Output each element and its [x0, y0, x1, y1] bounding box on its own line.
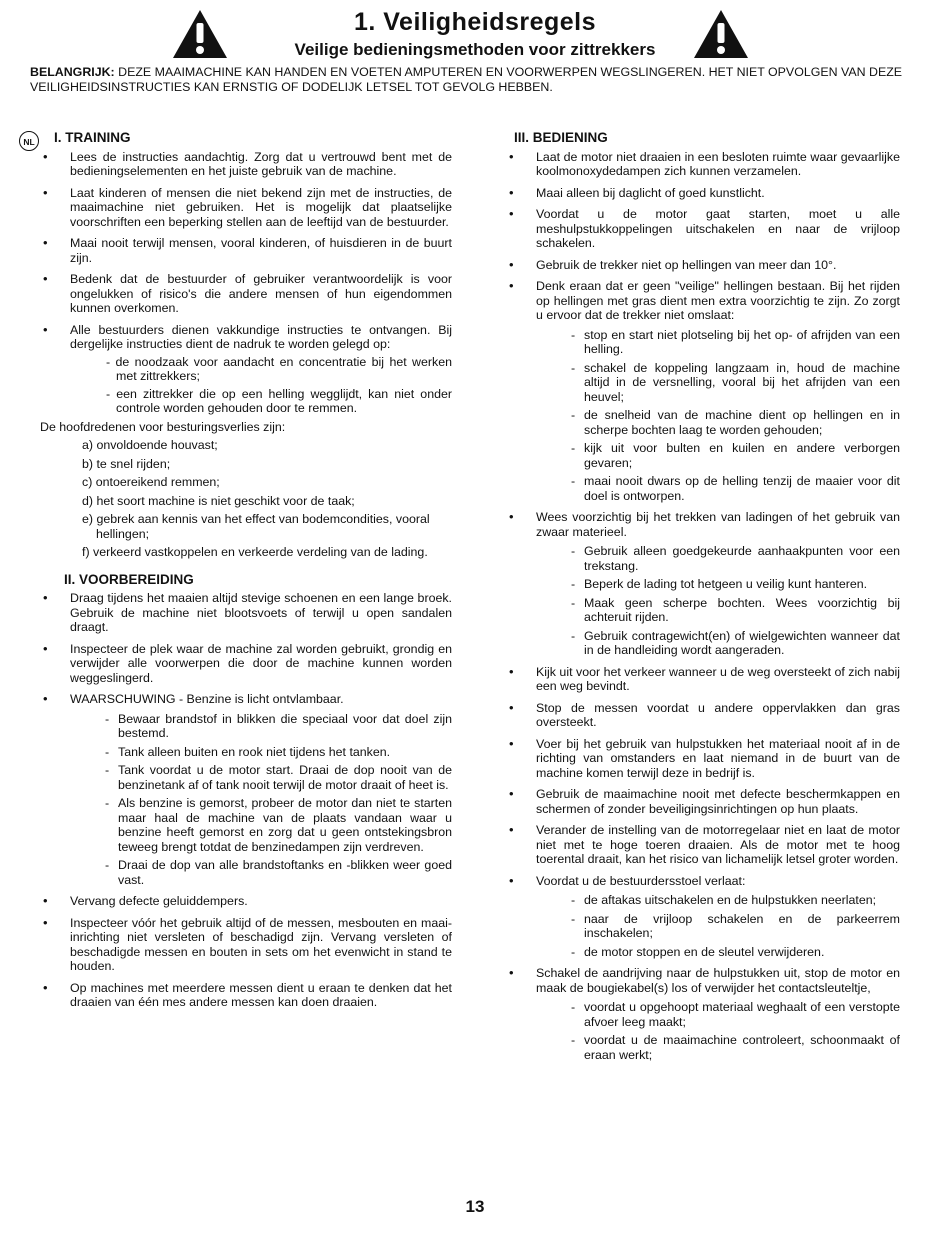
sub-item: - een zittrekker die op een helling wegglijdt, kan niet onder controle worden gehouden door te remmen. — [106, 386, 452, 415]
list-item — [40, 692, 452, 887]
list-item: a) onvoldoende houvast; — [82, 438, 218, 452]
list-item-text: Alle bestuurders dienen vakkundige instructies te ontvangen. Bij dergelijke instructies dient de nadruk te worden gelegd op: — [70, 322, 452, 351]
sub-list — [536, 328, 900, 504]
right-column — [506, 131, 900, 1069]
section-heading-preparation: II. VOORBEREIDING — [64, 571, 194, 587]
sub-item: - Gebruik alleen goedgekeurde aanhaakpunten voor een trekstang. — [536, 544, 900, 573]
list-item: • Vervang defecte geluiddempers. — [40, 894, 452, 909]
sub-item: - stop en start niet plotseling bij het op- of afrijden van een helling. — [536, 328, 900, 357]
list-item: • Verander de instelling van de motorregelaar niet en laat de motor niet met te hoge toeren draaien. Als de motor met te hoog toerental draait, kan het risico van lichamelijk letsel groter worden. — [506, 823, 900, 867]
sub-item: - de noodzaak voor aandacht en concentratie bij het werken met zittrekkers; — [106, 354, 452, 383]
sub-item: - schakel de koppeling langzaam in, houd de machine altijd in de versnelling, vooral bij het afrijden van een heuvel; — [536, 361, 900, 405]
list-item: • Op machines met meerdere messen dient u eraan te denken dat het draaien van één mes andere messen kan doen draaien. — [40, 981, 452, 1010]
list-item: • Lees de instructies aandachtig. Zorg dat u vertrouwd bent met de bedieningselementen en het juiste gebruik van de machine. — [40, 150, 452, 179]
list-item: • Inspecteer de plek waar de machine zal worden gebruikt, grondig en verwijder alle voorwerpen die door de machine kunnen worden weggeslingerd. — [40, 642, 452, 686]
sub-item: - Maak geen scherpe bochten. Wees voorzichtig bij achteruit rijden. — [536, 596, 900, 625]
sub-item: - de snelheid van de machine dient op hellingen en in scherpe bochten laag te worden gehouden; — [536, 408, 900, 437]
list-item: b) te snel rijden; — [82, 456, 171, 471]
training-list — [40, 150, 452, 416]
left-column — [40, 131, 452, 1017]
list-item — [506, 966, 900, 1062]
list-item: • Maai alleen bij daglicht of goed kunstlicht. — [506, 186, 900, 201]
list-item: f) verkeerd vastkoppelen en verkeerde verdeling van de lading. — [82, 545, 428, 559]
sub-item: - Tank alleen buiten en rook niet tijdens het tanken. — [70, 745, 452, 760]
section-heading-training: I. TRAINING — [54, 130, 131, 145]
list-item — [506, 279, 900, 503]
list-item — [40, 323, 452, 416]
list-item: • Voordat u de motor gaat starten, moet u alle meshulpstukkoppelingen uitschakelen en naar de vrijloop schakelen. — [506, 207, 900, 251]
list-item: • Kijk uit voor het verkeer wanneer u de weg oversteekt of zich nabij een weg bevindt. — [506, 665, 900, 694]
sub-item: - Draai de dop van alle brandstoftanks en -blikken weer goed vast. — [70, 858, 452, 887]
page-subtitle: Veilige bedieningsmethoden voor zittrekkers — [294, 40, 656, 59]
sub-item: - maai nooit dwars op de helling tenzij de maaier voor dit doel is ontworpen. — [536, 474, 900, 503]
list-item: • Draag tijdens het maaien altijd stevige schoenen en een lange broek. Gebruik de machine niet blootsvoets of terwijl u open sandalen draagt. — [40, 591, 452, 635]
list-item-text: Schakel de aandrijving naar de hulpstukken uit, stop de motor en maak de bougiekabel(s) los of verwijder het contactsleuteltje, — [536, 966, 900, 995]
sub-list — [70, 712, 452, 888]
list-item — [506, 510, 900, 658]
important-notice — [30, 65, 910, 95]
causes-intro: De hoofdredenen voor besturingsverlies zijn: — [40, 419, 286, 434]
sub-list — [536, 1000, 900, 1062]
important-label: BELANGRIJK: — [30, 65, 115, 79]
list-item: e) gebrek aan kennis van het effect van bodemcondities, vooral hellingen; — [82, 512, 430, 541]
sub-item: - Beperk de lading tot hetgeen u veilig kunt hanteren. — [536, 577, 900, 592]
list-item: • Laat kinderen of mensen die niet bekend zijn met de instructies, de maaimachine niet gebruiken. Het is mogelijk dat plaatselijke voorschriften een beperking stellen aan de leeftijd van de bestuurder. — [40, 186, 452, 230]
preparation-list — [40, 591, 452, 1010]
operation-list — [506, 150, 900, 1063]
list-item-text: Wees voorzichtig bij het trekken van ladingen of het gebruik van zwaar materieel. — [536, 510, 900, 539]
sub-item: - Als benzine is gemorst, probeer de motor dan niet te starten maar haal de machine van de plaats vandaan waar u benzine heeft gemorst en zorg dat u geen ontstekingsbron teweeg brengt totdat de benzinedampen zijn verdreven. — [70, 796, 452, 854]
list-item: • Gebruik de maaimachine nooit met defecte beschermkappen en schermen of zonder beveiligingsinrichtingen op hun plaats. — [506, 787, 900, 816]
list-item: • Laat de motor niet draaien in een besloten ruimte waar gevaarlijke koolmonoxydedampen zich kunnen verzamelen. — [506, 150, 900, 179]
list-item: d) het soort machine is niet geschikt voor de taak; — [82, 493, 355, 508]
list-item: • Voer bij het gebruik van hulpstukken het materiaal nooit af in de richting van omstanders en laat niemand in de buurt van de machine komen terwijl deze in bedrijf is. — [506, 737, 900, 781]
sub-item: - Tank voordat u de motor start. Draai de dop nooit van de benzinetank af of tank nooit terwijl de motor draait of heet is. — [70, 763, 452, 792]
list-item: • Bedenk dat de bestuurder of gebruiker verantwoordelijk is voor ongelukken of risico's die andere mensen of hun eigendommen kunnen overkomen. — [40, 272, 452, 316]
sub-item: - voordat u de maaimachine controleert, schoonmaakt of eraan werkt; — [536, 1033, 900, 1062]
section-heading-operation: III. BEDIENING — [514, 130, 608, 145]
list-item: • Maai nooit terwijl mensen, vooral kinderen, of huisdieren in de buurt zijn. — [40, 236, 452, 265]
list-item: • Stop de messen voordat u andere oppervlakken dan gras oversteekt. — [506, 701, 900, 730]
sub-item: - de aftakas uitschakelen en de hulpstukken neerlaten; — [536, 893, 900, 908]
sub-list — [536, 544, 900, 658]
page-title: 1. Veiligheidsregels — [353, 8, 597, 36]
sub-item: - kijk uit voor bulten en kuilen en andere verborgen gevaren; — [536, 441, 900, 470]
list-item: • Gebruik de trekker niet op hellingen van meer dan 10°. — [506, 258, 900, 273]
sub-item: - de motor stoppen en de sleutel verwijderen. — [536, 945, 900, 960]
list-item-text: Denk eraan dat er geen "veilige" hellingen bestaan. Bij het rijden op hellingen met gras dient men extra voorzichtig te zijn. Zo zorgt u ervoor dat de trekker niet omslaat: — [536, 279, 900, 322]
list-item-text: WAARSCHUWING - Benzine is licht ontvlambaar. — [70, 692, 344, 706]
list-item: • Inspecteer vóór het gebruik altijd of de messen, mesbouten en maai-inrichting niet versleten of beschadigd zijn. Vervang versleten of beschadigde messen en bouten in sets om het evenwicht in stand te houden. — [40, 916, 452, 974]
page-number: 13 — [465, 1197, 485, 1216]
sub-item: - naar de vrijloop schakelen en de parkeerrem inschakelen; — [536, 912, 900, 941]
sub-item: - Bewaar brandstof in blikken die speciaal voor dat doel zijn bestemd. — [70, 712, 452, 741]
sub-list — [536, 893, 900, 959]
list-item-text: Voordat u de bestuurdersstoel verlaat: — [536, 873, 746, 888]
causes-list — [40, 438, 452, 560]
language-badge-icon: NL — [19, 131, 39, 151]
sub-item: - Gebruik contragewicht(en) of wielgewichten wanneer dat in de handleiding wordt aangeraden. — [536, 629, 900, 658]
important-text: DEZE MAAIMACHINE KAN HANDEN EN VOETEN AMPUTEREN EN VOORWERPEN WEGSLINGEREN. HET NIET OPVOLGEN VAN DEZE VEILIGHEIDSINSTRUCTIES KAN ERNSTIG OF DODELIJK LETSEL TOT GEVOLG HEBBEN. — [30, 65, 903, 94]
sub-item: - voordat u opgehoopt materiaal weghaalt of een verstopte afvoer leeg maakt; — [536, 1000, 900, 1029]
list-item — [506, 874, 900, 960]
list-item: c) ontoereikend remmen; — [82, 475, 220, 489]
